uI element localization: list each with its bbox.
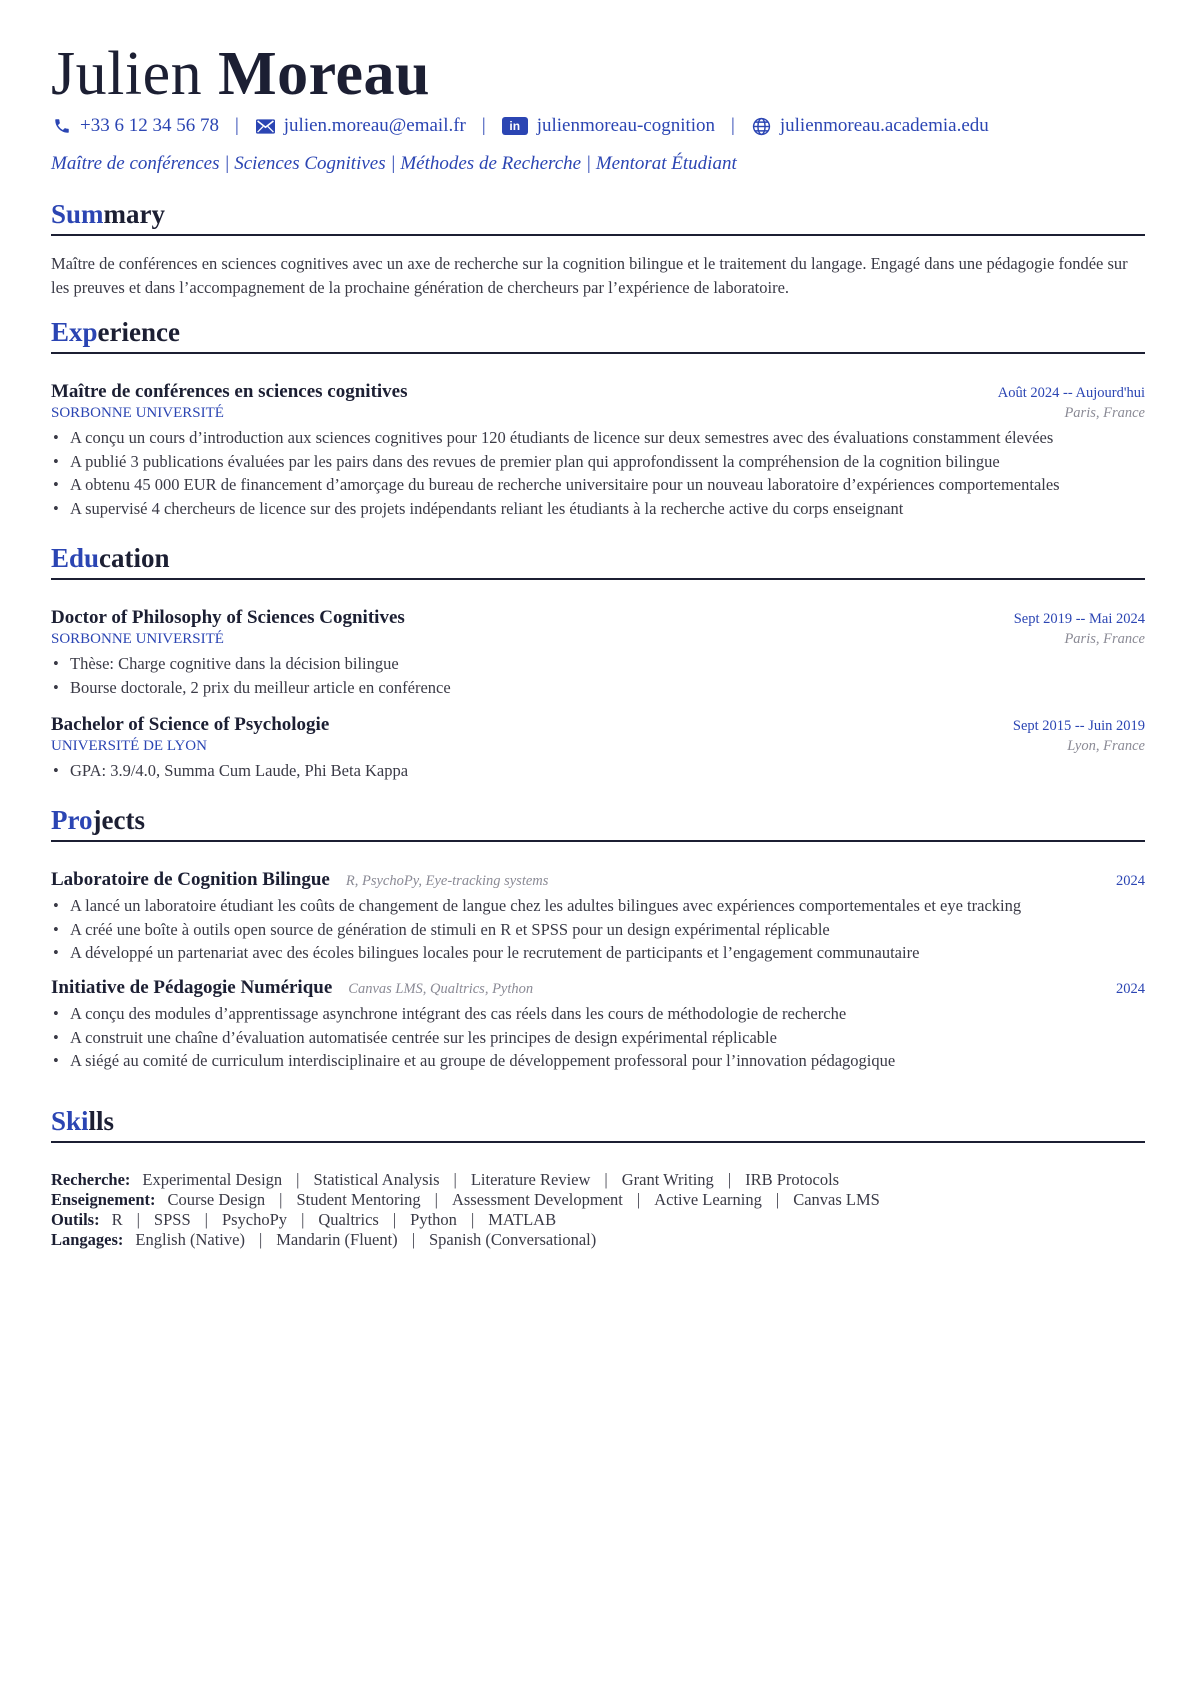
project-year: 2024 <box>1116 981 1145 997</box>
list-item: • A siégé au comité de curriculum interdisciplinaire et au groupe de développement professoral pour l’innovation pédagogique <box>51 1049 1145 1073</box>
separator: | <box>731 115 735 136</box>
degree-title: Doctor of Philosophy of Sciences Cognitives <box>51 607 405 628</box>
degree-dates: Sept 2015 -- Juin 2019 <box>1012 718 1145 734</box>
list-item: • A créé une boîte à outils open source de génération de stimuli en R et SPSS pour un design expérimental réplicable <box>51 918 1145 942</box>
job-title: Maître de conférences en sciences cognitives <box>51 381 408 402</box>
list-item: • Thèse: Charge cognitive dans la décision bilingue <box>51 652 1145 676</box>
list-item: • A lancé un laboratoire étudiant les coûts de changement de langue chez les adultes bilingues avec expériences comportementales et eye tracking <box>51 894 1145 918</box>
education-section <box>51 541 1145 580</box>
separator: | <box>481 115 486 136</box>
skill-row: Recherche: Experimental Design | Statistical Analysis | Literature Review | Grant Writing | IRB Protocols <box>51 1170 840 1189</box>
institution: SORBONNE UNIVERSITÉ <box>51 631 224 647</box>
list-item: • A obtenu 45 000 EUR de financement d’amorçage du bureau de recherche universitaire pour un nouveau laboratoire d’expériences comportementales <box>51 473 1145 497</box>
skill-row: Outils: R | SPSS | PsychoPy | Qualtrics | Python | MATLAB <box>51 1210 557 1229</box>
section-title-experience: Experience <box>51 315 1145 354</box>
summary-section <box>51 197 1145 300</box>
separator: | <box>234 115 239 136</box>
institution-location: Lyon, France <box>1067 738 1145 754</box>
education-entry <box>51 714 1145 783</box>
job-location: Paris, France <box>1064 405 1145 421</box>
skill-row: Langages: English (Native) | Mandarin (Fluent) | Spanish (Conversational) <box>51 1230 597 1249</box>
skills-section <box>51 1104 1145 1143</box>
institution-location: Paris, France <box>1064 631 1145 647</box>
list-item: • A conçu des modules d’apprentissage asynchrone intégrant des cas réels dans les cours de méthodologie de recherche <box>51 1002 1145 1026</box>
project-bullets <box>51 894 1145 965</box>
degree-bullets <box>51 652 1145 699</box>
linkedin-icon: in <box>502 117 528 135</box>
project-bullets <box>51 1002 1145 1073</box>
education-entry <box>51 607 1145 699</box>
degree-title: Bachelor of Science of Psychologie <box>51 714 330 735</box>
list-item: • GPA: 3.9/4.0, Summa Cum Laude, Phi Beta Kappa <box>51 759 1145 783</box>
section-title-summary: Summary <box>51 197 1145 236</box>
first-name: Julien <box>51 40 203 108</box>
project-year: 2024 <box>1116 873 1145 889</box>
list-item: • A publié 3 publications évaluées par les pairs dans des revues de premier plan qui approfondissent la compréhension de la cognition bilingue <box>51 450 1145 474</box>
list-item: • A développé un partenariat avec des écoles bilingues locales pour le recrutement de participants et l’engagement communautaire <box>51 941 1145 965</box>
section-title-projects: Projects <box>51 803 1145 842</box>
project-tech: R, PsychoPy, Eye-tracking systems <box>345 873 549 889</box>
employer: SORBONNE UNIVERSITÉ <box>51 405 224 421</box>
institution: UNIVERSITÉ DE LYON <box>51 738 207 754</box>
skill-row: Enseignement: Course Design | Student Mentoring | Assessment Development | Active Learning | Canvas LMS <box>51 1190 880 1209</box>
project-title: Laboratoire de Cognition Bilingue R, PsychoPy, Eye-tracking systems <box>51 869 549 890</box>
project-title: Initiative de Pédagogie Numérique Canvas LMS, Qualtrics, Python <box>51 977 534 998</box>
project-tech: Canvas LMS, Qualtrics, Python <box>348 981 534 997</box>
experience-section <box>51 315 1145 354</box>
contact-line <box>51 113 989 139</box>
mail-icon <box>255 115 277 137</box>
projects-section <box>51 803 1145 842</box>
email-link[interactable]: julien.moreau@email.fr <box>283 115 466 136</box>
project-entry <box>51 977 1145 1073</box>
experience-entry <box>51 381 1145 521</box>
globe-icon <box>751 115 773 137</box>
phone-icon <box>51 115 73 137</box>
project-entry <box>51 869 1145 965</box>
phone-number[interactable]: +33 6 12 34 56 78 <box>80 115 219 136</box>
job-dates: Août 2024 -- Aujourd'hui <box>997 385 1145 401</box>
website-link[interactable]: julienmoreau.academia.edu <box>779 115 989 136</box>
list-item: • Bourse doctorale, 2 prix du meilleur article en conférence <box>51 676 1145 700</box>
skills-list <box>51 1170 1145 1250</box>
summary-text: Maître de conférences en sciences cognitives avec un axe de recherche sur la cognition bilingue et le traitement du langage. Engagé dans une pédagogie fondée sur les preuves et dans l’accompagnement de la prochaine génération de chercheurs par l’expérience de laboratoire. <box>51 254 1128 297</box>
section-title-skills: Skills <box>51 1104 1145 1143</box>
degree-dates: Sept 2019 -- Mai 2024 <box>1013 611 1145 627</box>
list-item: • A conçu un cours d’introduction aux sciences cognitives pour 120 étudiants de licence sur deux semestres avec des évaluations constamment élevées <box>51 426 1145 450</box>
tagline: Maître de conférences | Sciences Cognitives | Méthodes de Recherche | Mentorat Étudiant <box>51 153 737 174</box>
job-bullets <box>51 426 1145 521</box>
candidate-name <box>51 38 430 110</box>
section-title-education: Education <box>51 541 1145 580</box>
list-item: • A supervisé 4 chercheurs de licence sur des projets indépendants reliant les étudiants à la recherche active du corps enseignant <box>51 497 1145 521</box>
degree-bullets <box>51 759 1145 783</box>
last-name: Moreau <box>218 40 431 108</box>
list-item: • A construit une chaîne d’évaluation automatisée centrée sur les principes de design expérimental réplicable <box>51 1026 1145 1050</box>
linkedin-link[interactable]: julienmoreau-cognition <box>536 115 716 136</box>
